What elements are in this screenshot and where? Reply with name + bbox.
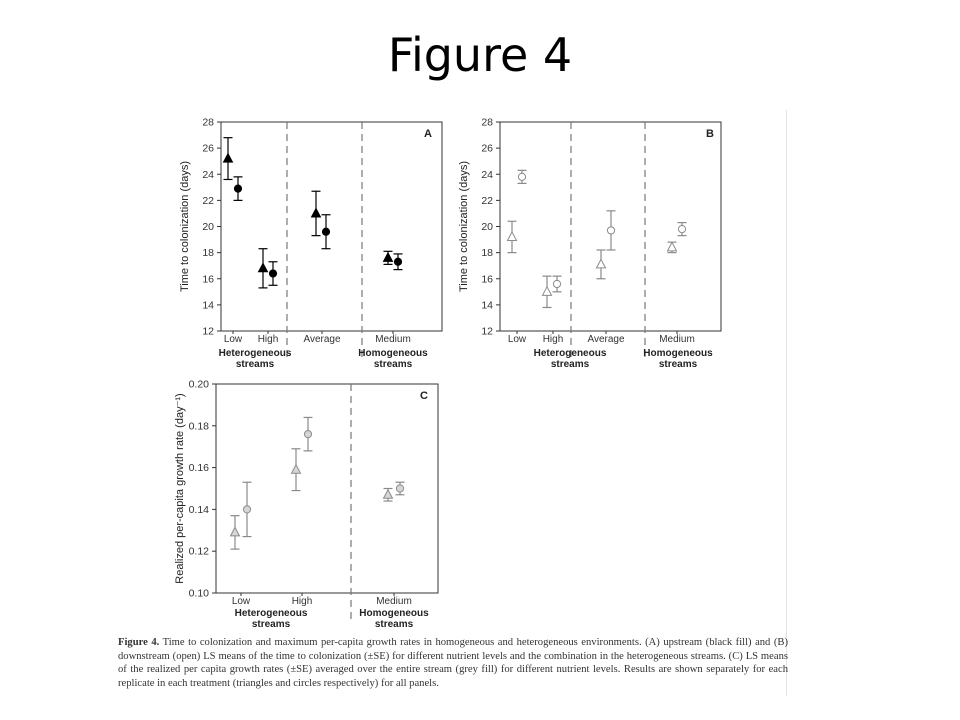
group-label-line-2: streams xyxy=(251,619,291,630)
y-tick-label: 12 xyxy=(481,325,493,338)
y-tick-label: 26 xyxy=(481,142,493,155)
group-label-line-1: Heterogeneous xyxy=(533,348,607,359)
y-tick-label: 0.14 xyxy=(188,503,209,516)
x-category-label: Medium xyxy=(659,334,695,345)
circle-marker xyxy=(518,173,525,180)
triangle-marker xyxy=(543,287,552,296)
panel-c xyxy=(174,379,438,631)
y-tick-label: 22 xyxy=(202,194,214,207)
triangle-marker xyxy=(312,208,321,217)
y-axis-title: Time to colonization (days) xyxy=(458,160,470,293)
panel-b xyxy=(458,117,721,371)
y-tick-label: 0.12 xyxy=(188,545,209,558)
circle-marker xyxy=(322,228,329,235)
panel-letter: C xyxy=(420,390,428,402)
panel-letter: A xyxy=(424,128,432,140)
y-tick-label: 24 xyxy=(481,168,493,181)
slide-title: Figure 4 xyxy=(387,28,573,82)
x-category-label: Low xyxy=(231,596,251,607)
triangle-marker xyxy=(259,263,268,272)
triangle-marker xyxy=(292,465,301,474)
y-tick-label: 22 xyxy=(481,194,493,207)
y-axis-title: Realized per-capita growth rate (day⁻¹) xyxy=(174,393,186,584)
y-tick-label: 16 xyxy=(202,273,214,286)
x-category-label: High xyxy=(257,334,279,345)
circle-marker xyxy=(678,226,685,233)
group-label-line-1: Heterogeneous xyxy=(234,608,308,619)
triangle-marker xyxy=(224,154,233,163)
circle-marker xyxy=(304,431,311,438)
x-category-label: High xyxy=(542,334,564,345)
x-category-label: Low xyxy=(223,334,243,345)
y-tick-label: 24 xyxy=(202,168,214,181)
group-label-line-1: Homogeneous xyxy=(358,348,428,359)
figure-caption xyxy=(118,636,788,690)
circle-marker xyxy=(394,258,401,265)
x-category-label: Average xyxy=(587,334,625,345)
triangle-marker xyxy=(384,490,393,499)
group-label-line-2: streams xyxy=(373,359,413,370)
y-tick-label: 14 xyxy=(202,299,214,312)
circle-marker xyxy=(396,485,403,492)
x-category-label: High xyxy=(291,596,313,607)
y-tick-label: 16 xyxy=(481,273,493,286)
x-category-label: Average xyxy=(303,334,341,345)
y-tick-label: 0.20 xyxy=(188,378,209,391)
y-tick-label: 0.10 xyxy=(188,587,209,600)
plot-frame xyxy=(221,122,442,331)
y-tick-label: 20 xyxy=(481,221,493,233)
circle-marker xyxy=(269,270,276,277)
x-category-label: Low xyxy=(507,334,527,345)
y-tick-label: 28 xyxy=(202,116,214,129)
group-label-line-2: streams xyxy=(235,359,275,370)
y-axis-title: Time to colonization (days) xyxy=(179,160,191,293)
triangle-marker xyxy=(384,253,393,262)
group-label-line-2: streams xyxy=(658,359,698,370)
group-label-line-2: streams xyxy=(374,619,414,630)
plot-frame xyxy=(216,384,438,593)
group-label-line-1: Heterogeneous xyxy=(218,348,292,359)
triangle-marker xyxy=(597,259,606,268)
y-tick-label: 28 xyxy=(481,116,493,129)
panel-letter: B xyxy=(706,128,714,140)
x-category-label: Medium xyxy=(375,334,411,345)
circle-marker xyxy=(607,227,614,234)
group-label-line-1: Homogeneous xyxy=(359,608,429,619)
group-label-line-1: Homogeneous xyxy=(643,348,713,359)
circle-marker xyxy=(243,506,250,513)
x-category-label: Medium xyxy=(376,596,412,607)
panel-a xyxy=(179,117,442,371)
y-tick-label: 20 xyxy=(202,221,214,233)
y-tick-label: 0.16 xyxy=(188,462,209,475)
y-tick-label: 18 xyxy=(481,247,493,260)
triangle-marker xyxy=(231,527,240,536)
circle-marker xyxy=(234,185,241,192)
circle-marker xyxy=(553,280,560,287)
y-tick-label: 18 xyxy=(202,247,214,260)
caption-label: Figure 4. xyxy=(118,637,160,648)
y-tick-label: 14 xyxy=(481,299,493,312)
triangle-marker xyxy=(668,242,677,251)
group-label-line-2: streams xyxy=(550,359,590,370)
y-tick-label: 12 xyxy=(202,325,214,338)
caption-text: Time to colonization and maximum per-capita growth rates in homogeneous and heterogeneous environments. (A) upstream (black fill) and (B) downstream (open) LS means of the time to colonization (±SE) for different nutrient levels and the combination in the heterogeneous streams. (C) LS means of the realized per capita growth rates (±SE) averaged over the entire stream (grey fill) for different nutrient levels. Results are shown separately for each replicate in each treatment (triangles and circles respectively) for all panels. xyxy=(118,637,788,689)
y-tick-label: 0.18 xyxy=(188,420,209,433)
y-tick-label: 26 xyxy=(202,142,214,155)
triangle-marker xyxy=(508,232,517,241)
